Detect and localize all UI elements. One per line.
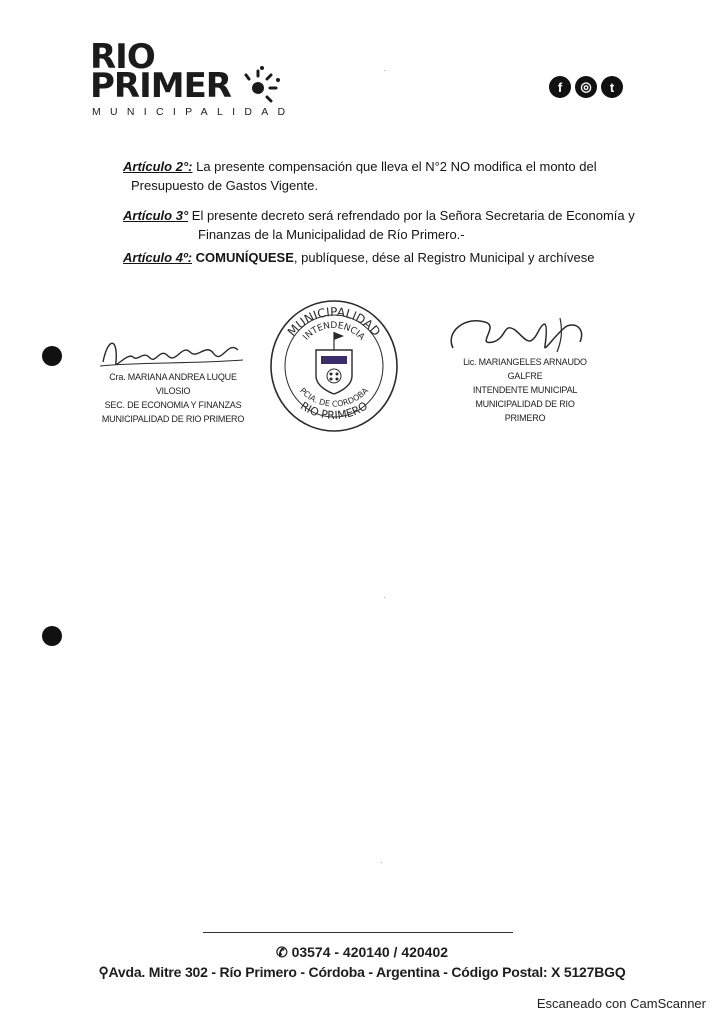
seal-inner-text: INTENDENCIA bbox=[301, 320, 367, 343]
logo-rio-text: RIO bbox=[90, 37, 155, 77]
footer-address bbox=[0, 964, 724, 981]
left-signature-block bbox=[98, 370, 248, 426]
left-signature-scribble bbox=[98, 332, 248, 372]
left-signature-name: Cra. MARIANA ANDREA LUQUE VILOSIO bbox=[109, 372, 237, 396]
punch-hole-top bbox=[42, 346, 62, 366]
right-signature-scribble bbox=[445, 312, 595, 357]
seal-bottom-text: PCIA. DE CORDOBA bbox=[297, 386, 371, 409]
right-signature-title: INTENDENTE MUNICIPAL bbox=[472, 385, 578, 395]
right-signature-name: Lic. MARIANGELES ARNAUDO GALFRE bbox=[463, 357, 587, 381]
right-signature-org: MUNICIPALIDAD DE RIO PRIMERO bbox=[475, 399, 575, 423]
footer-phone bbox=[0, 944, 724, 961]
seal-bottom-text-2: RIO PRIMERO bbox=[297, 399, 371, 423]
right-signature-block bbox=[455, 355, 595, 425]
article-2 bbox=[123, 157, 623, 195]
article-4 bbox=[123, 248, 643, 267]
sun-logo-icon bbox=[240, 60, 290, 110]
article-3-label: Artículo 3° bbox=[123, 208, 189, 223]
facebook-icon: f bbox=[549, 76, 571, 98]
camscanner-watermark: Escaneado con CamScanner bbox=[536, 996, 706, 1011]
article-4-strong: COMUNÍQUESE bbox=[195, 250, 294, 265]
scan-mark: · bbox=[380, 858, 383, 867]
seal-top-text: MUNICIPALIDAD bbox=[284, 304, 384, 339]
article-4-label: Artículo 4º: bbox=[123, 250, 193, 265]
article-2-continuation: Presupuesto de Gastos Vigente. bbox=[131, 178, 318, 193]
footer-divider bbox=[203, 932, 513, 933]
phone-icon: ✆ bbox=[275, 944, 292, 960]
logo-municipalidad-text: MUNICIPALIDAD bbox=[92, 106, 295, 118]
location-pin-icon: ⚲ bbox=[98, 964, 109, 980]
left-signature-org: MUNICIPALIDAD DE RIO PRIMERO bbox=[101, 414, 245, 424]
article-2-label: Artículo 2°: bbox=[123, 159, 193, 174]
municipal-seal-stamp bbox=[268, 298, 400, 434]
article-3-text: El presente decreto será refrendado por la Señora Secretaria de Economía y bbox=[191, 208, 635, 223]
article-3-continuation: Finanzas de la Municipalidad de Río Primero.- bbox=[198, 227, 465, 242]
footer-address-text: Avda. Mitre 302 - Río Primero - Córdoba - Argentina - Código Postal: X 5127BGQ bbox=[108, 964, 626, 980]
article-2-text: La presente compensación que lleva el N°2 NO modifica el monto del bbox=[196, 159, 597, 174]
article-3 bbox=[123, 206, 643, 244]
twitter-icon: t bbox=[601, 76, 623, 98]
footer-phone-text: 03574 - 420140 / 420402 bbox=[291, 944, 449, 960]
left-signature-title: SEC. DE ECONOMIA Y FINANZAS bbox=[104, 400, 242, 410]
logo-primero-text: PRIMER bbox=[90, 66, 231, 106]
scan-mark: · bbox=[383, 593, 386, 602]
punch-hole-bottom bbox=[42, 626, 62, 646]
article-4-text: , publíquese, dése al Registro Municipal y archívese bbox=[293, 250, 595, 265]
instagram-icon: ◎ bbox=[575, 76, 597, 98]
scan-mark: · bbox=[383, 66, 386, 75]
